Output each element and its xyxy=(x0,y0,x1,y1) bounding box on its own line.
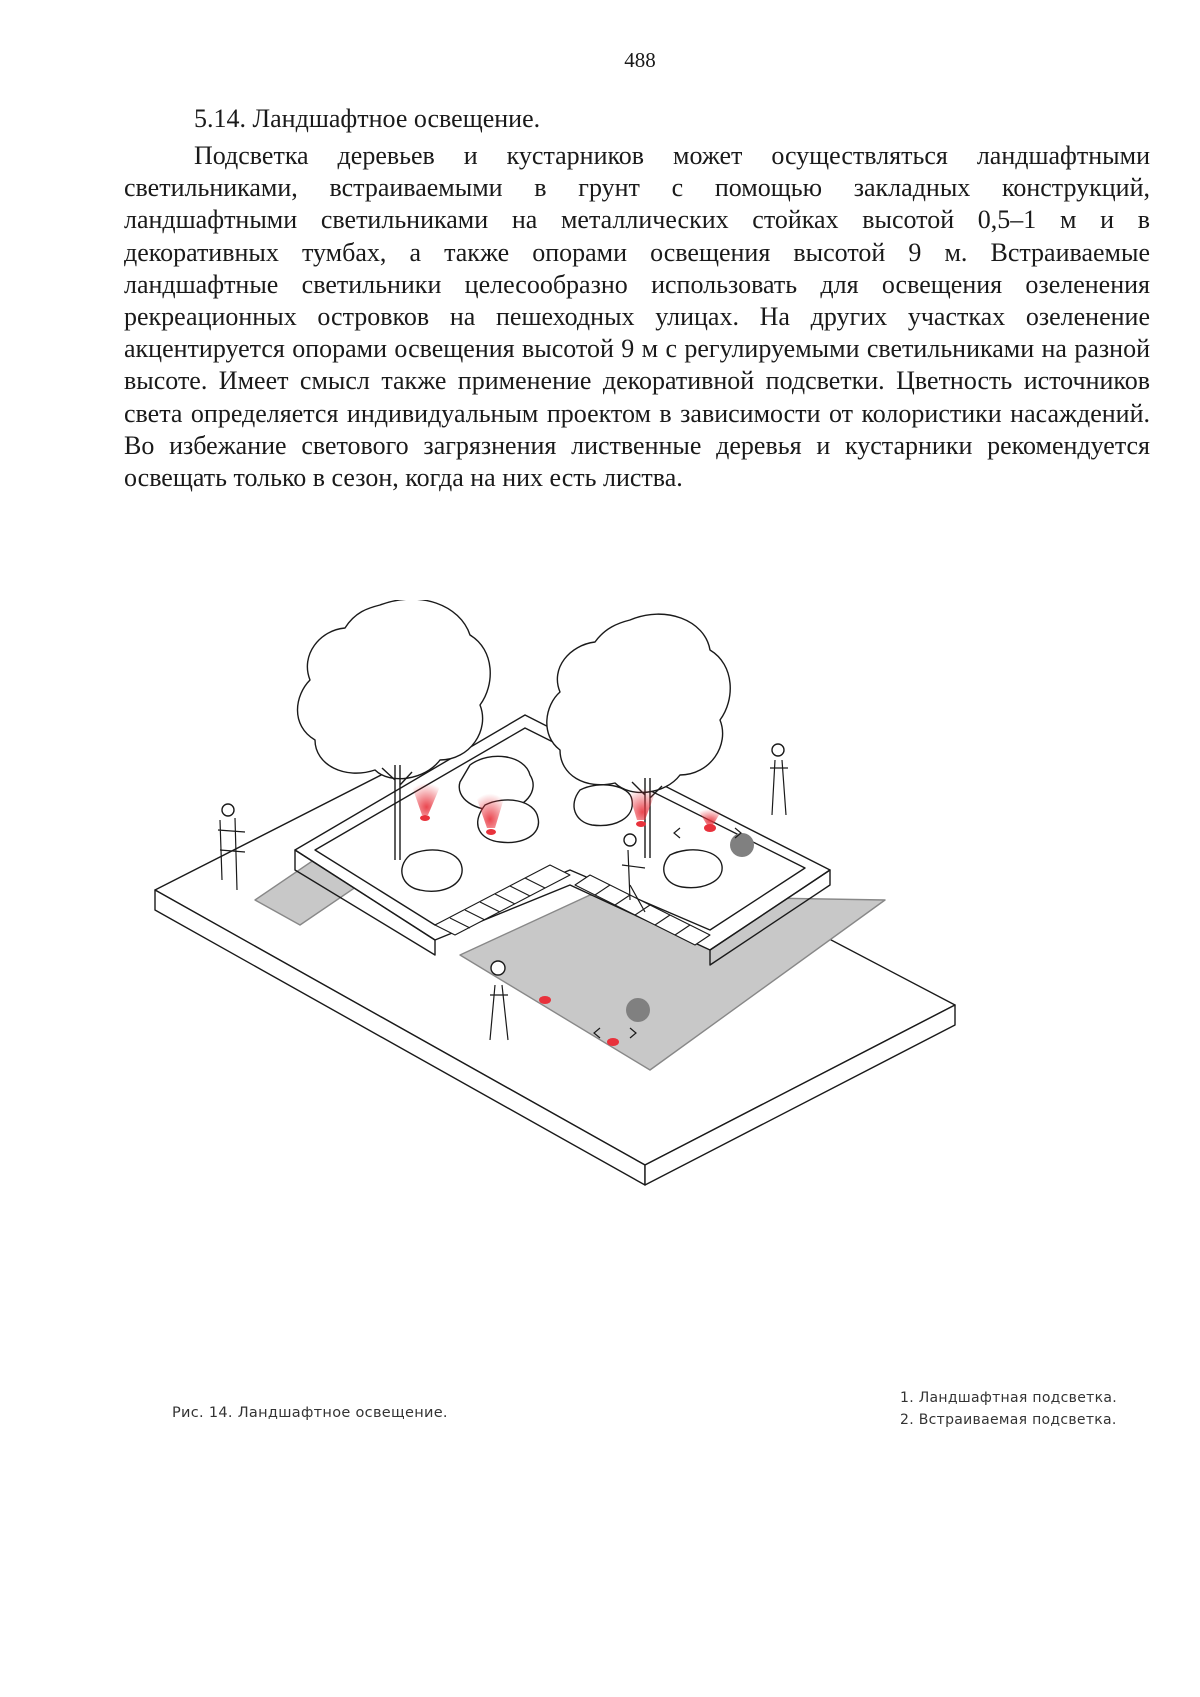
section-heading: 5.14. Ландшафтное освещение. xyxy=(194,104,541,133)
landscape-lighting-illustration xyxy=(150,600,1050,1200)
body-paragraph: Подсветка деревьев и кустарников может осуществляться ландшафтными светильниками, встраиваемыми в грунт с помощью закладных конструкций, ландшафтными светильниками на металлических стойках высотой 0,5–1 м и в декоративных тумбах, а также опорами освещения высотой 9 м. Встраиваемые ландшафтные светильники целесообразно использовать для освещения озеленения рекреационных островков на пешеходных улицах. На других участках озеленение акцентируется опорами освещения высотой 9 м с регулируемыми светильниками на разной высоте. Имеет смысл также применение декоративной подсветки. Цветность источников света определяется индивидуальным проектом в зависимости от колористики насаждений. Во избежание светового загрязнения лиственные деревья и кустарники рекомендуется освещать только в сезон, когда на них есть листва. xyxy=(124,141,1150,493)
marker-upper xyxy=(730,833,754,857)
legend-item-2: 2. Встраиваемая подсветка. xyxy=(900,1412,1117,1428)
marker-lower xyxy=(626,998,650,1022)
legend-item-1: 1. Ландшафтная подсветка. xyxy=(900,1390,1117,1406)
inground-light-1 xyxy=(539,996,551,1004)
figure-caption: Рис. 14. Ландшафтное освещение. xyxy=(172,1405,448,1421)
light-fixture-4 xyxy=(704,824,716,832)
light-fixture-3 xyxy=(636,821,646,827)
shrub-4 xyxy=(402,850,462,891)
person-walking-right-head xyxy=(772,744,784,756)
light-fixture-1 xyxy=(420,815,430,821)
person-walking-right xyxy=(770,760,788,815)
figure-legend xyxy=(900,1387,1117,1431)
inground-light-2 xyxy=(607,1038,619,1046)
tree-canopy-left xyxy=(298,600,491,779)
person-walking-front-head xyxy=(491,961,505,975)
page-number: 488 xyxy=(624,48,656,72)
shrub-3 xyxy=(574,785,632,826)
person-seated-head xyxy=(624,834,636,846)
shrub-5 xyxy=(664,850,722,888)
person-left-head xyxy=(222,804,234,816)
light-fixture-2 xyxy=(486,829,496,835)
tree-canopy-right xyxy=(547,614,730,792)
